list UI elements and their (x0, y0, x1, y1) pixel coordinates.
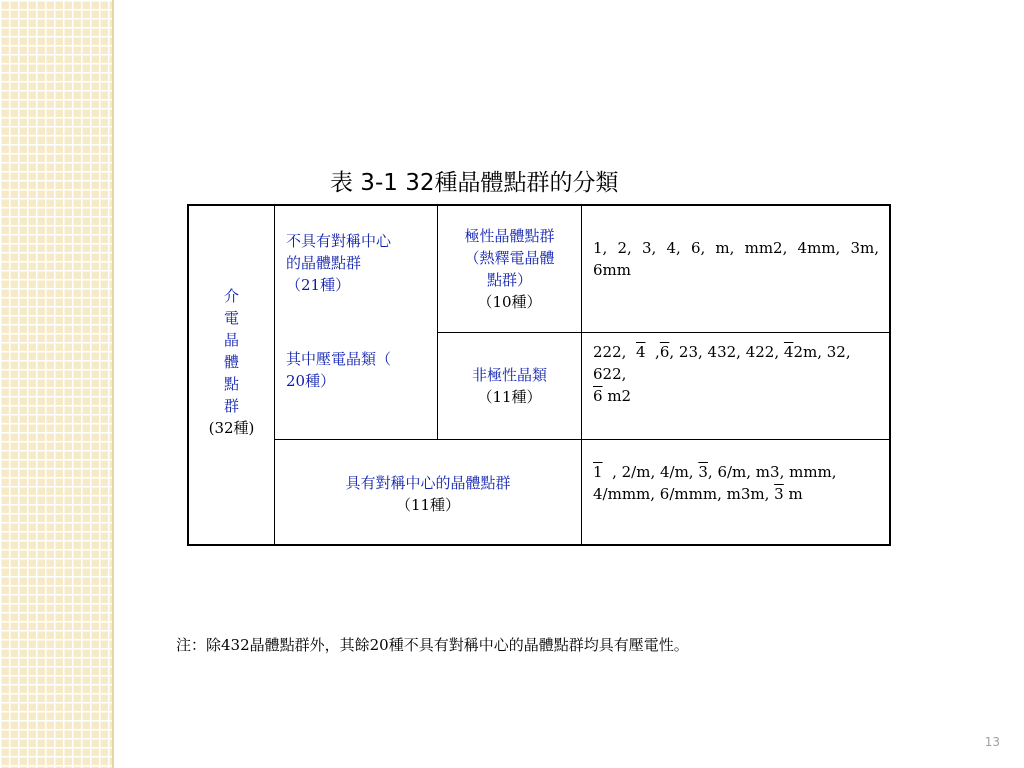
polar-class-label: 極性晶體點群 （熱釋電晶體 點群） （10種） (464, 227, 555, 311)
overbar-symbol: 1 (593, 463, 603, 481)
overbar-symbol: 4 (635, 343, 646, 361)
grid-line (437, 332, 889, 333)
overbar-symbol: 6 (659, 343, 670, 361)
overbar-symbol: 3 (698, 463, 708, 481)
grid-line (274, 439, 889, 440)
piezoelectric-label: 其中壓電晶類（ 20種） (286, 350, 392, 390)
overbar-symbol: 6 (593, 387, 603, 405)
overbar-symbol: 3 (774, 485, 784, 503)
non-centrosymmetric-label: 不具有對稱中心 的晶體點群 （21種） (286, 232, 392, 294)
overbar-symbol: 4 (783, 343, 794, 361)
footnote: 注：除432晶體點群外，其餘20種不具有對稱中心的晶體點群均具有壓電性。 (176, 636, 689, 654)
side-pattern-edge (112, 0, 114, 768)
point-group-table (187, 204, 891, 546)
table-title: 表 3-1 32種晶體點群的分類 (330, 170, 619, 196)
dielectric-label: 介 電 晶 體 點 群 (32種) (208, 287, 255, 437)
decorative-side-pattern (0, 0, 114, 768)
page-number: 13 (984, 735, 1000, 749)
nonpolar-point-groups: 222, 4 ,6, 23, 432, 422, 42m, 32, 622, 6 m2 (593, 343, 851, 405)
nonpolar-class-label: 非極性晶類 （11種） (471, 366, 547, 406)
polar-point-groups: 1, 2, 3, 4, 6, m, mm2, 4mm, 3m, 6mm (593, 239, 879, 279)
centrosymmetric-label: 具有對稱中心的晶體點群 （11種） (345, 474, 511, 514)
grid-line (581, 206, 582, 544)
centrosymmetric-point-groups: 1 , 2/m, 4/m, 3, 6/m, m3, mmm, 4/mmm, 6/mmm, m3m, 3 m (593, 463, 837, 503)
